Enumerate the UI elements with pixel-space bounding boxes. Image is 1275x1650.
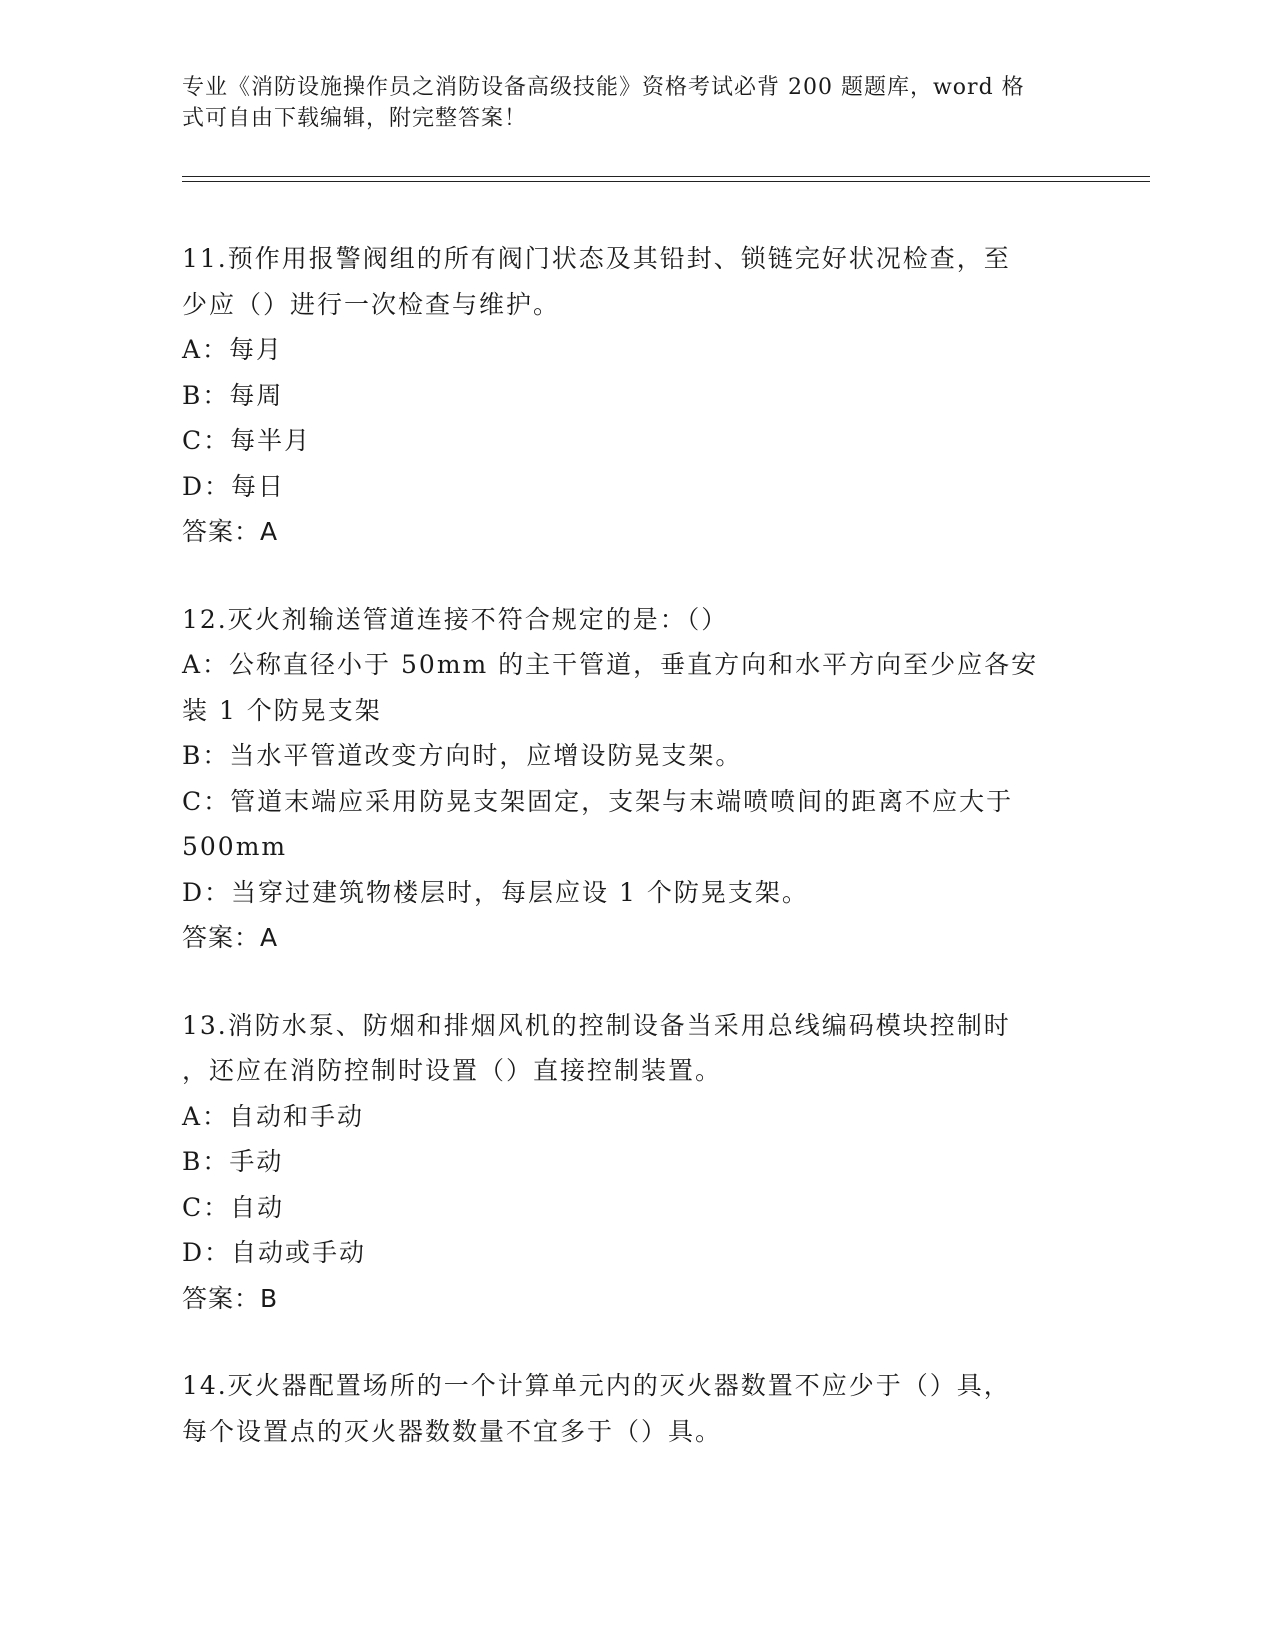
option-text-line: B：手动	[182, 1147, 284, 1176]
answer-value: A	[260, 517, 279, 546]
option-text-line: D：当穿过建筑物楼层时，每层应设 1 个防晃支架。	[182, 877, 809, 907]
question-stem-line: 每个设置点的灭火器数数量不宜多于（）具。	[182, 1416, 723, 1446]
header-divider-top	[182, 176, 1150, 177]
option-text-line: C：管道末端应采用防晃支架固定，支架与末端喷喷间的距离不应大于	[182, 786, 1014, 816]
answer-line	[182, 509, 1102, 555]
question-option	[182, 642, 1102, 733]
answer-line	[182, 1276, 1102, 1322]
option-text-line: 500mm	[182, 832, 288, 861]
answer-label: 答案：	[182, 923, 261, 952]
question-option	[182, 1139, 1102, 1185]
question-stem-line: 13.消防水泵、防烟和排烟风机的控制设备当采用总线编码模块控制时	[182, 1010, 1011, 1040]
question-stem-line: ，还应在消防控制时设置（）直接控制装置。	[182, 1056, 723, 1085]
answer-value: B	[260, 1283, 279, 1313]
answer-label: 答案：	[182, 517, 261, 546]
question-option	[182, 373, 1102, 419]
option-text-line: A：公称直径小于 50mm 的主干管道，垂直方向和水平方向至少应各安	[182, 650, 1039, 679]
question-option	[182, 464, 1102, 510]
question-option	[182, 1230, 1102, 1276]
question-stem-line: 12.灭火剂输送管道连接不符合规定的是：（）	[182, 604, 729, 634]
question-12	[182, 597, 1102, 961]
option-text-line: A：每月	[182, 335, 284, 364]
question-14	[182, 1363, 1102, 1454]
option-text-line: D：自动或手动	[182, 1238, 367, 1267]
document-header	[182, 72, 1062, 134]
question-list	[182, 236, 1102, 1496]
option-text-line: D：每日	[182, 471, 286, 501]
question-13	[182, 1003, 1102, 1322]
option-text-line: B：当水平管道改变方向时，应增设防晃支架。	[182, 741, 743, 770]
question-stem-line: 11.预作用报警阀组的所有阀门状态及其铅封、锁链完好状况检查，至	[182, 244, 1011, 273]
question-option	[182, 418, 1102, 464]
option-text-line: B：每周	[182, 380, 284, 410]
question-option	[182, 779, 1102, 870]
answer-value: A	[260, 923, 279, 952]
question-option	[182, 733, 1102, 779]
header-line-2: 式可自由下载编辑，附完整答案！	[182, 106, 528, 131]
question-option	[182, 327, 1102, 373]
question-option	[182, 1185, 1102, 1231]
question-option	[182, 870, 1102, 916]
option-text-line: C：每半月	[182, 426, 312, 455]
question-option	[182, 1094, 1102, 1140]
question-stem-line: 14.灭火器配置场所的一个计算单元内的灭火器数置不应少于（）具，	[182, 1371, 1011, 1400]
question-stem-line: 少应（）进行一次检查与维护。	[182, 289, 561, 319]
question-11	[182, 236, 1102, 555]
header-line-1: 专业《消防设施操作员之消防设备高级技能》资格考试必背 200 题题库，word 格	[182, 75, 1025, 100]
option-text-line: 装 1 个防晃支架	[182, 695, 382, 725]
option-text-line: A：自动和手动	[182, 1101, 365, 1131]
answer-line	[182, 915, 1102, 961]
header-divider-bottom	[182, 181, 1150, 182]
answer-label: 答案：	[182, 1283, 261, 1313]
option-text-line: C：自动	[182, 1192, 285, 1222]
